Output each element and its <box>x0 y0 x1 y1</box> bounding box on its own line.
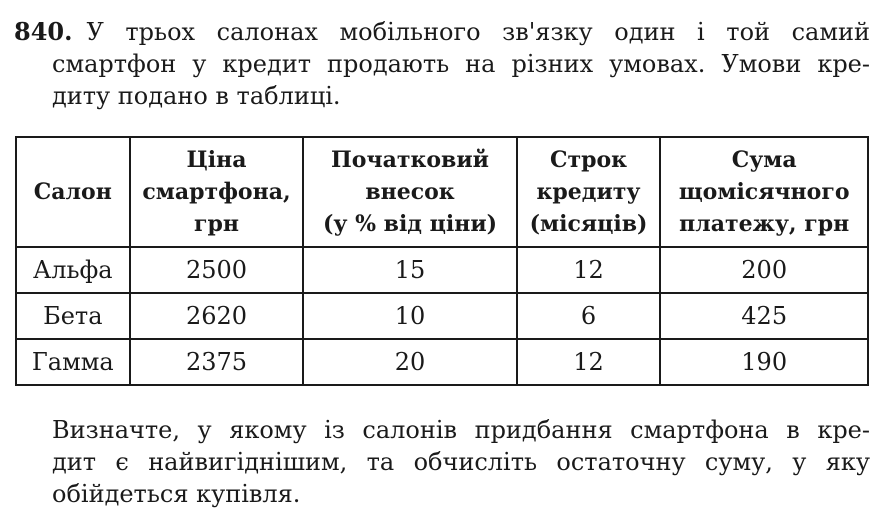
header-line: кредиту <box>536 179 641 205</box>
cell-monthly-payment: 190 <box>660 339 868 385</box>
question-line-1: Визначте, у якому із салонів придбання смартфона в кре- <box>52 416 870 444</box>
header-line: Початковий <box>331 147 489 173</box>
cell-monthly-payment: 200 <box>660 247 868 293</box>
header-line: щомісячного <box>678 179 850 205</box>
problem-line-3: диту подано в таблиці. <box>52 82 341 110</box>
header-price <box>130 137 304 247</box>
cell-salon: Бета <box>16 293 130 339</box>
cell-price: 2375 <box>130 339 304 385</box>
header-line: грн <box>193 211 239 237</box>
cell-down-payment: 15 <box>303 247 516 293</box>
problem-line-1 <box>14 16 870 48</box>
question-line-3: обійдеться купівля. <box>52 480 301 508</box>
cell-price: 2620 <box>130 293 304 339</box>
question-line-2: дит є найвигіднішим, та обчисліть остаточну суму, у яку <box>52 448 870 476</box>
question-text <box>52 414 870 510</box>
header-line: Сума <box>731 147 797 173</box>
header-salon <box>16 137 130 247</box>
header-line: Ціна <box>186 147 247 173</box>
cell-term: 12 <box>517 247 661 293</box>
cell-down-payment: 20 <box>303 339 516 385</box>
cell-salon: Гамма <box>16 339 130 385</box>
header-line: Строк <box>549 147 628 173</box>
table-row <box>16 339 868 385</box>
cell-down-payment: 10 <box>303 293 516 339</box>
header-term <box>517 137 661 247</box>
header-line: (у % від ціни) <box>322 211 498 237</box>
conditions-table <box>15 136 869 386</box>
header-monthly-payment <box>660 137 868 247</box>
problem-statement <box>14 16 870 112</box>
cell-term: 6 <box>517 293 661 339</box>
problem-number: 840. <box>14 17 73 46</box>
header-line: смартфона, <box>142 179 291 205</box>
header-down-payment <box>303 137 516 247</box>
problem-line-2: смартфон у кредит продають на різних умовах. Умови кре- <box>52 50 870 78</box>
cell-monthly-payment: 425 <box>660 293 868 339</box>
cell-price: 2500 <box>130 247 304 293</box>
header-line: Салон <box>33 179 112 205</box>
table-header-row <box>16 137 868 247</box>
table-row <box>16 247 868 293</box>
cell-salon: Альфа <box>16 247 130 293</box>
header-line: внесок <box>365 179 455 205</box>
header-line: (місяців) <box>529 211 648 237</box>
cell-term: 12 <box>517 339 661 385</box>
header-line: платежу, грн <box>679 211 850 237</box>
problem-text: У трьох салонах мобільного зв'язку один і той самий <box>86 18 870 46</box>
table-row <box>16 293 868 339</box>
